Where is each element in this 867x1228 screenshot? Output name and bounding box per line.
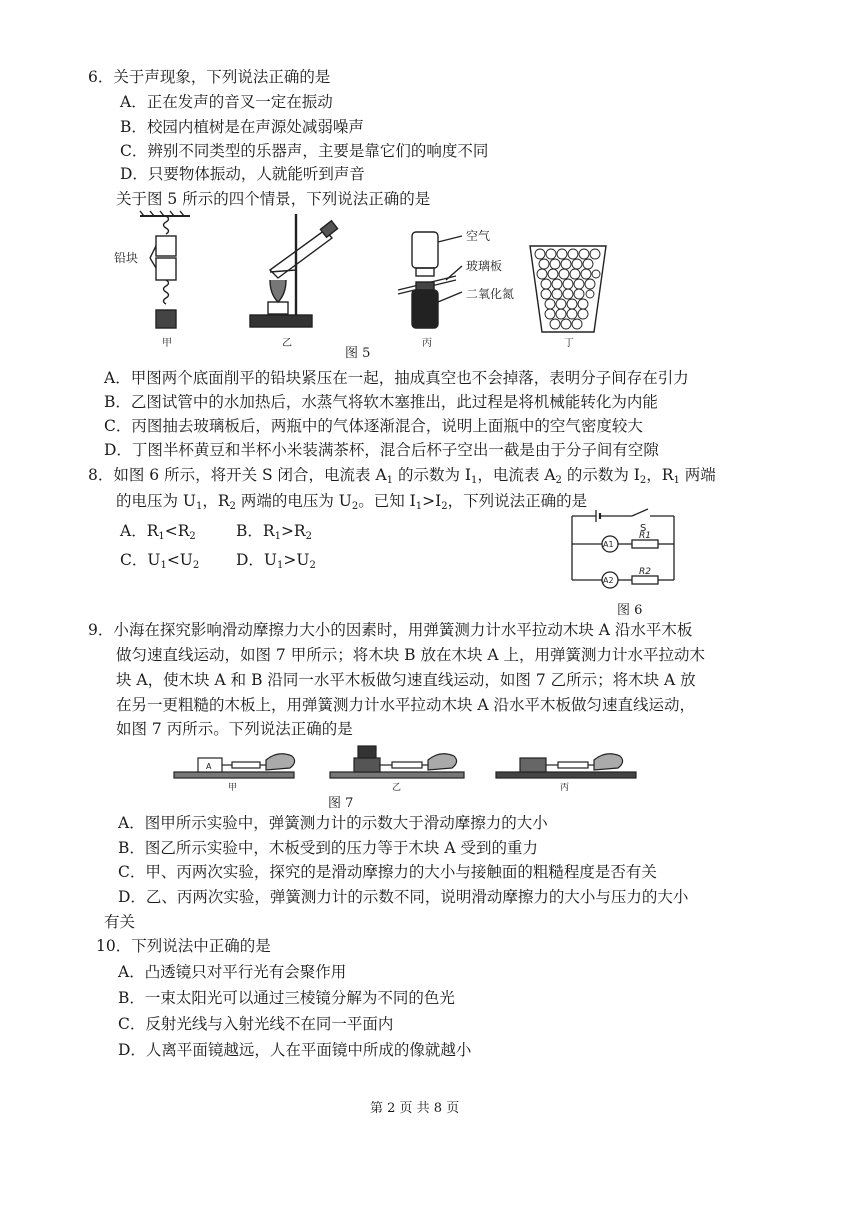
q9-option-a: A．图甲所示实验中，弹簧测力计的示数大于滑动摩擦力的大小 bbox=[118, 814, 548, 832]
fig6-label-switch: S bbox=[640, 523, 647, 534]
fig5-panel-ding: 丁 bbox=[564, 338, 574, 349]
q7-option-c: C．丙图抽去玻璃板后，两瓶中的气体逐渐混合，说明上面瓶中的空气密度较大 bbox=[104, 417, 643, 435]
q10-option-a: A．凸透镜只对平行光有会聚作用 bbox=[118, 963, 347, 981]
q7-option-d: D．丁图半杯黄豆和半杯小米装满茶杯，混合后杯子空出一截是由于分子间有空隙 bbox=[104, 441, 659, 459]
figure-7 bbox=[170, 742, 650, 792]
q6-option-b: B．校园内植树是在声源处减弱噪声 bbox=[120, 118, 364, 136]
q10-option-c: C．反射光线与入射光线不在同一平面内 bbox=[118, 1015, 394, 1033]
q10-option-b: B．一束太阳光可以通过三棱镜分解为不同的色光 bbox=[118, 989, 455, 1007]
q8-stem-line2: 的电压为 $U_1$，$R_2$ 两端的电压为 $U_2$。已知 $I_1>I_2$，下列说法正确的是 bbox=[116, 492, 588, 512]
q8-option-d: D．$U_1>U_2$ bbox=[236, 551, 316, 571]
q9-stem-line2: 做匀速直线运动，如图 7 甲所示；将木块 B 放在木块 A 上，用弹簧测力计水平拉动木 bbox=[116, 646, 706, 664]
q6-option-d: D．只要物体振动，人就能听到声音 bbox=[120, 165, 365, 183]
q7-stem: 关于图 5 所示的四个情景，下列说法正确的是 bbox=[116, 190, 431, 208]
q9-option-c: C．甲、丙两次实验，探究的是滑动摩擦力的大小与接触面的粗糙程度是否有关 bbox=[118, 863, 657, 881]
q8-option-c: C．$U_1<U_2$ bbox=[120, 551, 200, 571]
fig6-label-a2: A2 bbox=[603, 576, 614, 585]
q9-stem-line4: 在另一更粗糙的木板上，用弹簧测力计水平拉动木块 A 沿水平木板做匀速直线运动， bbox=[116, 696, 696, 714]
fig7-setup-jia bbox=[174, 754, 295, 778]
fig7-setup-yi bbox=[330, 746, 464, 778]
q10-option-d: D．人离平面镜越远，人在平面镜中所成的像就越小 bbox=[118, 1041, 472, 1059]
resistor-r2 bbox=[632, 576, 658, 584]
fig7-block-a-label: A bbox=[206, 762, 212, 771]
fig7-panel-bing: 丙 bbox=[560, 783, 570, 792]
fig5-lead-blocks bbox=[140, 211, 190, 328]
fig7-panel-jia: 甲 bbox=[228, 783, 238, 792]
q6-option-a: A．正在发声的音叉一定在振动 bbox=[120, 93, 333, 111]
figure-6-caption: 图 6 bbox=[617, 603, 643, 618]
page-footer: 第 2 页 共 8 页 bbox=[370, 1101, 460, 1116]
fig7-panel-yi: 乙 bbox=[392, 783, 402, 792]
fig6-label-r1: R1 bbox=[639, 531, 651, 541]
fig6-label-a1: A1 bbox=[603, 540, 614, 549]
fig5-test-tube-setup bbox=[250, 214, 338, 327]
fig7-setup-bing bbox=[496, 754, 636, 778]
q9-option-d: D．乙、丙两次实验，弹簧测力计的示数不同，说明滑动摩擦力的大小与压力的大小 bbox=[118, 888, 689, 906]
fig5-label-glass: 玻璃板 bbox=[466, 259, 503, 273]
fig5-label-no2: 二氧化氮 bbox=[466, 287, 515, 301]
q6-stem: 6．关于声现象，下列说法正确的是 bbox=[88, 68, 331, 86]
fig5-cup-beans bbox=[530, 246, 606, 332]
resistor-r1 bbox=[632, 540, 658, 548]
fig5-panel-yi: 乙 bbox=[282, 338, 292, 349]
q10-stem: 10．下列说法中正确的是 bbox=[96, 937, 271, 955]
fig5-gas-bottles bbox=[398, 232, 462, 328]
figure-5-caption: 图 5 bbox=[345, 346, 371, 361]
q8-option-a: A．$R_1<R_2$ bbox=[120, 522, 196, 542]
figure-7-caption: 图 7 bbox=[328, 796, 354, 811]
q6-option-c: C．辨别不同类型的乐器声，主要是靠它们的响度不同 bbox=[120, 142, 489, 160]
q9-stem-line1: 9．小海在探究影响滑动摩擦力大小的因素时，用弹簧测力计水平拉动木块 A 沿水平木板 bbox=[88, 621, 693, 639]
q8-option-b: B．$R_1>R_2$ bbox=[236, 522, 312, 542]
fig5-label-air: 空气 bbox=[466, 229, 491, 243]
q9-stem-line3: 块 A，使木块 A 和 B 沿同一水平木板做匀速直线运动，如图 7 乙所示；将木块 A 放 bbox=[116, 671, 696, 689]
q7-option-b: B．乙图试管中的水加热后，水蒸气将软木塞推出，此过程是将机械能转化为内能 bbox=[104, 393, 658, 411]
fig6-label-r2: R2 bbox=[639, 567, 651, 577]
q7-option-a: A．甲图两个底面削平的铅块紧压在一起，抽成真空也不会掉落，表明分子间存在引力 bbox=[104, 369, 689, 387]
figure-5 bbox=[110, 210, 630, 360]
q9-option-d-cont: 有关 bbox=[104, 913, 136, 931]
figure-6-circuit bbox=[566, 506, 682, 598]
q9-stem-line5: 如图 7 丙所示。下列说法正确的是 bbox=[116, 720, 353, 738]
q8-stem-line1: 8．如图 6 所示，将开关 S 闭合，电流表 $A_1$ 的示数为 $I_1$，电流表 $A_2$ 的示数为 $I_2$，$R_1$ 两端 bbox=[88, 466, 716, 486]
q9-option-b: B．图乙所示实验中，木板受到的压力等于木块 A 受到的重力 bbox=[118, 839, 538, 857]
fig5-panel-jia: 甲 bbox=[162, 338, 172, 349]
switch-blade bbox=[632, 509, 648, 516]
fig5-label-lead: 铅块 bbox=[114, 251, 139, 265]
fig5-panel-bing: 丙 bbox=[422, 338, 432, 349]
